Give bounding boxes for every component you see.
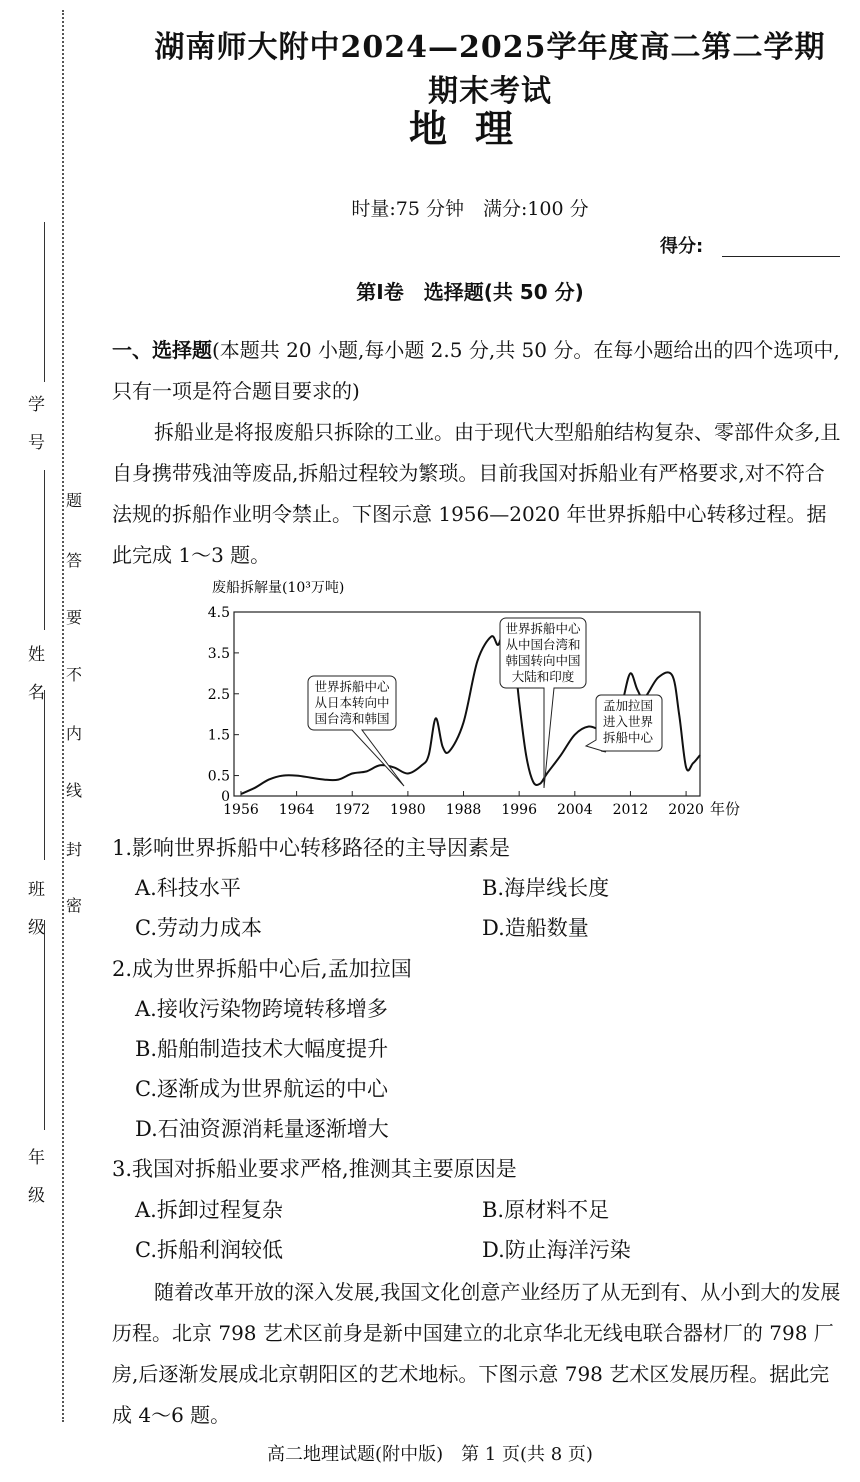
x-tick-label: 1988 <box>445 802 482 818</box>
y-tick-label: 2.5 <box>207 686 230 703</box>
y-tick-label: 0.5 <box>207 768 230 785</box>
x-tick-label: 2004 <box>556 802 593 818</box>
subject-title: 地理 <box>408 106 541 151</box>
q1-option-a[interactable]: A.科技水平 <box>135 876 241 900</box>
score-label: 得分: <box>660 236 704 257</box>
x-tick-label: 1996 <box>501 802 537 818</box>
x-tick-label: 2012 <box>612 802 649 818</box>
q3-stem: 3.我国对拆船业要求严格,推测其主要原因是 <box>112 1157 517 1181</box>
y-tick-label: 0 <box>221 789 230 805</box>
q3-option-c[interactable]: C.拆船利润较低 <box>135 1238 283 1262</box>
x-tick-label: 1972 <box>334 802 371 818</box>
seal-char: 封 <box>66 840 83 859</box>
chart-ylabel: 废船拆解量(10³万吨) <box>212 580 345 596</box>
binding-dotted-line <box>62 10 64 1422</box>
seal-char: 不 <box>66 665 83 684</box>
label-name: 姓 名 <box>24 645 44 702</box>
exam-meta: 时量:75 分钟 满分:100 分 <box>351 198 589 220</box>
part-title-text: 第Ⅰ卷 选择题(共 50 分) <box>356 280 584 304</box>
x-tick-label: 2020 <box>668 802 704 818</box>
x-tick-label: 1980 <box>390 802 426 818</box>
seal-char: 内 <box>66 724 83 743</box>
y-tick-label: 3.5 <box>207 645 230 662</box>
student-id-line <box>44 222 45 382</box>
section-instructions: (本题共 20 小题,每小题 2.5 分,共 50 分。在每小题给出的四个选项中,只有一项是符合题目要求的) <box>112 338 840 403</box>
callout-china <box>500 618 586 788</box>
q1-option-b[interactable]: B.海岸线长度 <box>482 876 610 900</box>
x-tick-label: 1956 <box>223 802 259 818</box>
passage-shipbreaking: 拆船业是将报废船只拆除的工业。由于现代大型船舶结构复杂、零部件众多,且自身携带残油等废品,拆船过程较为繁琐。目前我国对拆船业有严格要求,对不符合法规的拆船作业明令禁止。下图示意 1956—2020 年世界拆船中心转移过程。据此完成 1～3 题。 <box>112 420 841 567</box>
part-title <box>300 276 640 305</box>
q3-option-d[interactable]: D.防止海洋污染 <box>482 1238 631 1262</box>
y-tick-label: 1.5 <box>207 727 230 744</box>
y-tick-label: 4.5 <box>207 605 230 621</box>
class-line <box>44 690 45 860</box>
q1-stem: 1.影响世界拆船中心转移路径的主导因素是 <box>112 836 511 860</box>
callout-japan-text: 世界拆船中心从日本转向中国台湾和韩国 <box>314 679 390 726</box>
name-line <box>44 470 45 630</box>
seal-char: 题 <box>66 491 83 510</box>
q1-option-c[interactable]: C.劳动力成本 <box>135 916 262 940</box>
callout-bangladesh-text: 孟加拉国进入世界拆船中心 <box>602 698 654 745</box>
callout-bangladesh <box>586 695 662 752</box>
passage-798: 随着改革开放的深入发展,我国文化创意产业经历了从无到有、从小到大的发展历程。北京 798 艺术区前身是新中国建立的北京华北无线电联合器材厂的 798 厂房,后逐渐发展成北京朝阳区的艺术地标。下图示意 798 艺术区发展历程。据此完成 4～6 题。 <box>112 1280 841 1427</box>
q2-option-a[interactable]: A.接收污染物跨境转移增多 <box>135 997 388 1021</box>
grade-line <box>44 920 45 1130</box>
label-student-id: 学 号 <box>24 395 44 452</box>
seal-char: 要 <box>66 608 83 627</box>
shipbreaking-chart <box>207 574 770 824</box>
q3-option-a[interactable]: A.拆卸过程复杂 <box>135 1198 283 1222</box>
q2-option-d[interactable]: D.石油资源消耗量逐渐增大 <box>135 1117 389 1141</box>
section-heading: 一、选择题 <box>112 338 212 362</box>
q2-stem: 2.成为世界拆船中心后,孟加拉国 <box>112 957 412 981</box>
q3-option-b[interactable]: B.原材料不足 <box>482 1198 610 1222</box>
callout-japan <box>308 676 404 786</box>
chart-xlabel: 年份 <box>710 800 741 818</box>
section-intro <box>112 330 842 412</box>
q1-option-d[interactable]: D.造船数量 <box>482 916 589 940</box>
label-grade: 年 级 <box>24 1148 44 1205</box>
exam-title: 湖南师大附中2024—2025学年度高二第二学期期末考试 <box>154 30 826 109</box>
callout-china-text: 世界拆船中心从中国台湾和韩国转向中国大陆和印度 <box>505 621 581 684</box>
q2-option-b[interactable]: B.船舶制造技术大幅度提升 <box>135 1037 389 1061</box>
page-footer: 高二地理试题(附中版) 第 1 页(共 8 页) <box>267 1444 593 1465</box>
x-tick-label: 1964 <box>278 802 315 818</box>
label-class: 班 级 <box>24 880 44 937</box>
seal-char: 密 <box>66 896 83 915</box>
score-blank[interactable] <box>722 256 840 257</box>
seal-char: 线 <box>66 781 83 800</box>
seal-char: 答 <box>66 551 83 570</box>
q2-option-c[interactable]: C.逐渐成为世界航运的中心 <box>135 1077 388 1101</box>
